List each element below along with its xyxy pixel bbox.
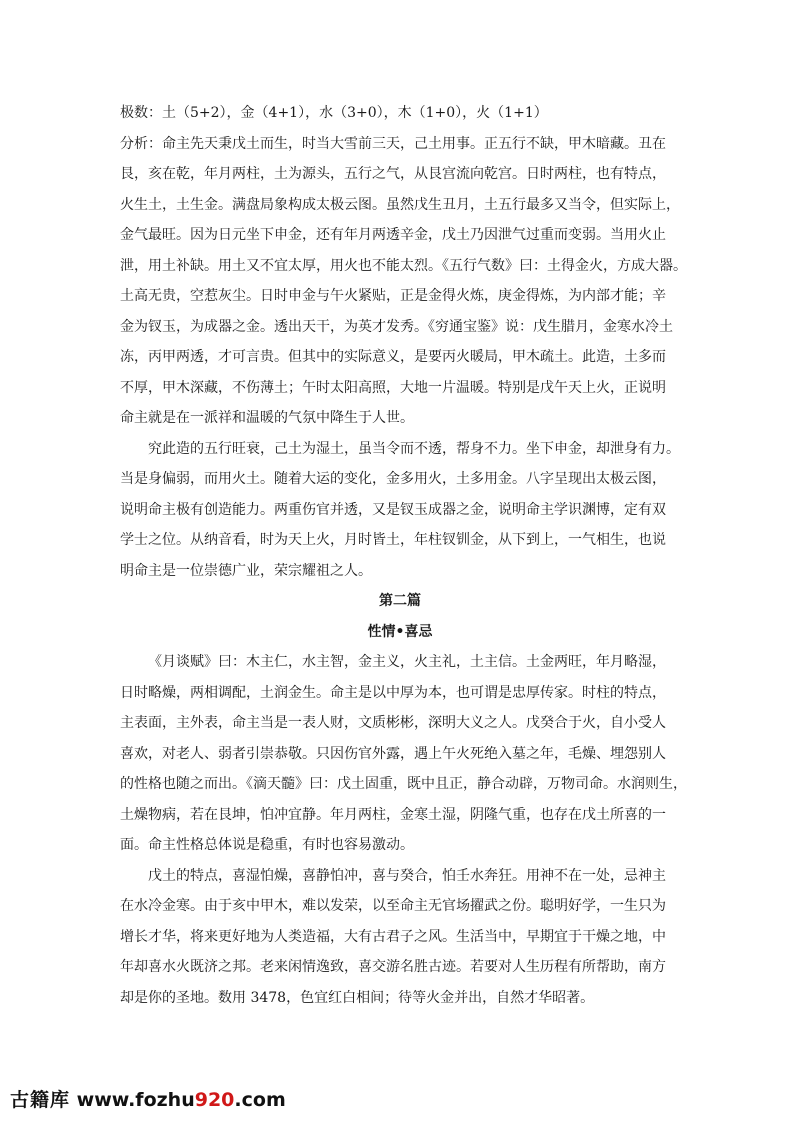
text-line: 艮，亥在乾，年月两柱，土为源头，五行之气，从艮宫流向乾宫。日时两柱，也有特点， [120, 166, 666, 182]
text-line: 土高无贵，空惹灰尘。日时申金与午火紧贴，正是金得火炼，庚金得炼，为内部才能；辛 [120, 288, 666, 304]
text-line: 分析：命主先天秉戊土而生，时当大雪前三天，己土用事。正五行不缺，甲木暗藏。丑在 [120, 135, 666, 152]
text-line: 戊土的特点，喜湿怕燥，喜静怕冲，喜与癸合，怕壬水奔狂。用神不在一处，忌神主 [148, 867, 666, 884]
section-title: 第二篇 [379, 593, 421, 609]
text-line: 命主就是在一派祥和温暖的气氛中降生于人世。 [120, 410, 414, 426]
text-line: 在水冷金寒。由于亥中甲木，难以发荣，以至命主无官场擢武之份。聪明好学，一生只为 [120, 898, 666, 914]
text-line: 面。命主性格总体说是稳重，有时也容易激动。 [120, 837, 414, 853]
text-line: 《月谈赋》曰：木主仁，水主智，金主义，火主礼，土主信。土金两旺，年月略湿， [148, 654, 666, 670]
text-line: 火生土，土生金。满盘局象构成太极云图。虽然戊生丑月，土五行最多又当令，但实际上， [120, 196, 680, 213]
text-line: 主表面，主外表，命主当是一表人财，文质彬彬，深明大义之人。戊癸合于火，自小受人 [120, 715, 666, 731]
text-line: 金气最旺。因为日元坐下申金，还有年月两透辛金，戊土乃因泄气过重而变弱。当用火止 [120, 227, 666, 243]
text-line: 明命主是一位崇德广业，荣宗耀祖之人。 [120, 562, 372, 579]
text-line: 冻，丙甲两透，才可言贵。但其中的实际意义，是要丙火暖局，甲木疏土。此造，土多而 [120, 349, 666, 365]
text-line: 说明命主极有创造能力。两重伤官并透，又是钗玉成器之金，说明命主学识渊博，定有双 [120, 501, 666, 518]
text-line: 金为钗玉，为成器之金。透出天干，为英才发秀。《穷通宝鉴》说：戊生腊月，金寒水冷土 [120, 318, 673, 335]
footer-watermark [10, 1085, 286, 1115]
text-line: 极数：土（5+2），金（4+1），水（3+0），木（1+0），火（1+1） [120, 105, 548, 121]
text-line: 不厚，甲木深藏，不伤薄土；午时太阳高照，大地一片温暖。特别是戊午天上火，正说明 [120, 379, 666, 396]
text-line: 却是你的圣地。数用 3478，色宜红白相间；待等火金并出，自然才华昭著。 [120, 989, 595, 1006]
text-line: 年却喜水火既济之邦。老来闲情逸致，喜交游名胜古迹。若要对人生历程有所帮助，南方 [120, 959, 666, 975]
text-line: 究此造的五行旺衰，己土为湿土，虽当令而不透，帮身不力。坐下申金，却泄身有力。 [148, 440, 680, 457]
document-body [120, 98, 687, 1013]
text-line: 泄，用土补缺。用土又不宜太厚，用火也不能太烈。《五行气数》曰：土得金火，方成大器。 [120, 257, 687, 274]
text-line: 的性格也随之而出。《滴天髓》曰：戊土固重，既中且正，静合动辟，万物司命。水润则生， [120, 776, 687, 792]
text-line: 当是身偏弱，而用火土。随着大运的变化，金多用火，土多用金。八字呈现出太极云图， [120, 471, 666, 487]
section-subtitle: 性情•喜忌 [367, 623, 433, 640]
site-url-part: www.fozhu [76, 1089, 195, 1111]
text-line: 土燥物病，若在艮坤，怕冲宜静。年月两柱，金寒土湿，阴隆气重，也存在戊土所喜的一 [120, 806, 666, 823]
site-name: 古籍库 [10, 1089, 71, 1111]
site-url-number: 920 [194, 1089, 235, 1111]
text-line: 学士之位。从纳音看，时为天上火，月时皆土，年柱钗钏金，从下到上，一气相生，也说 [120, 532, 666, 548]
site-url-suffix: .com [234, 1089, 286, 1111]
text-line: 增长才华，将来更好地为人类造福，大有古君子之风。生活当中，早期宜于干燥之地，中 [120, 928, 666, 945]
text-line: 日时略燥，两相调配，土润金生。命主是以中厚为本，也可谓是忠厚传家。时柱的特点， [120, 684, 666, 701]
text-line: 喜欢，对老人、弱者引崇恭敬。只因伤官外露，遇上午火死绝入墓之年，毛燥、埋怨别人 [120, 745, 666, 762]
